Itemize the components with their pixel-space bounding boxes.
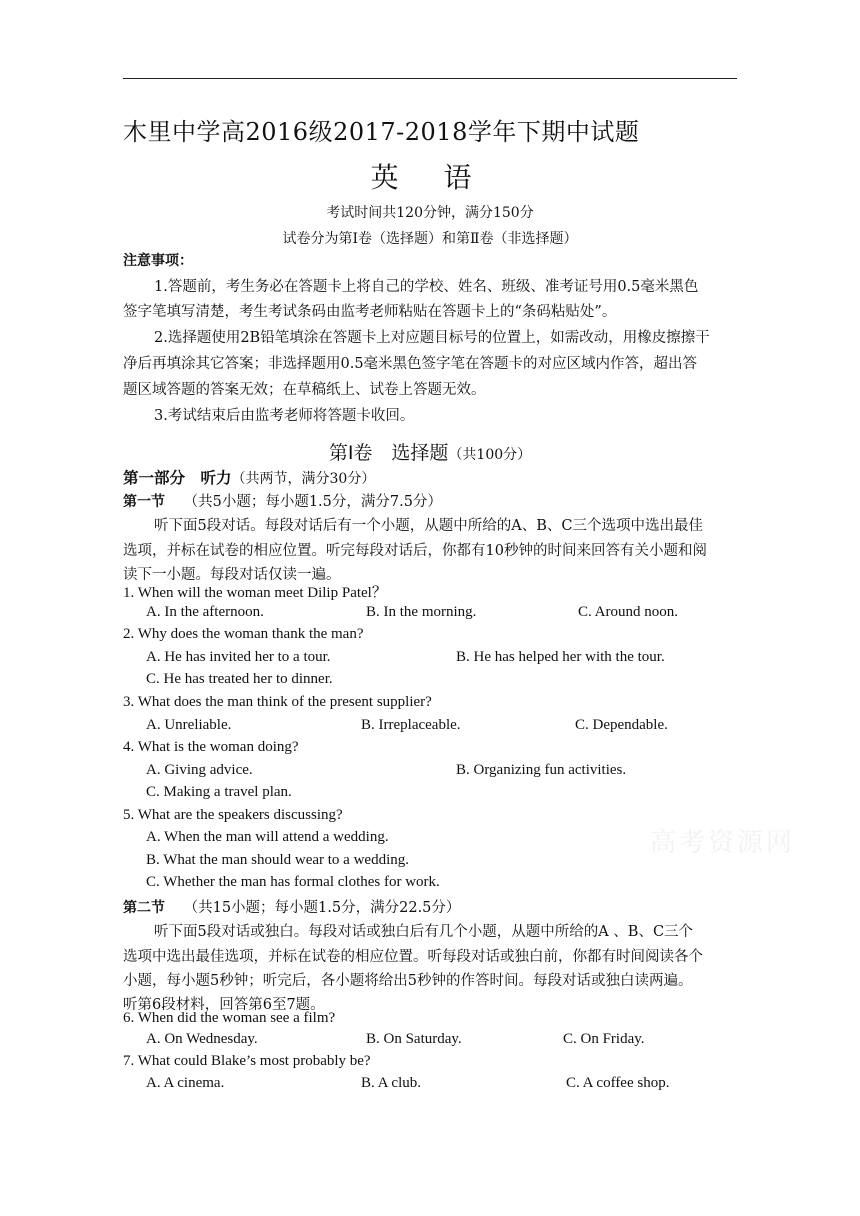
- paper-parts: 试卷分为第Ⅰ卷（选择题）和第Ⅱ卷（非选择题）: [282, 231, 578, 247]
- note-1-line-2: 签字笔填写清楚，考生考试条码由监考老师粘贴在答题卡上的“条码粘贴处”。: [123, 304, 617, 320]
- volume-1-score: （共100分）: [448, 447, 532, 463]
- q5-option-c: C. Whether the man has formal clothes for work.: [146, 874, 440, 890]
- section-1-instr-1: 听下面5段对话。每段对话后有一个小题，从题中所给的A、B、C三个选项中选出最佳: [154, 518, 703, 534]
- q1-option-a: A. In the afternoon.: [146, 604, 264, 620]
- section-1-title: 第一节: [123, 494, 165, 510]
- q3-option-b: B. Irreplaceable.: [361, 717, 461, 733]
- question-7: 7. What could Blake’s most probably be?: [123, 1053, 371, 1069]
- q5-option-a: A. When the man will attend a wedding.: [146, 829, 389, 845]
- exam-title: 木里中学高2016级2017-2018学年下期中试题: [123, 118, 640, 146]
- q4-option-c: C. Making a travel plan.: [146, 784, 292, 800]
- q2-option-b: B. He has helped her with the tour.: [456, 649, 665, 665]
- q3-option-a: A. Unreliable.: [146, 717, 232, 733]
- q5-option-b: B. What the man should wear to a wedding.: [146, 852, 409, 868]
- note-2-line-1: 2.选择题使用2B铅笔填涂在答题卡上对应题目标号的位置上，如需改动，用橡皮擦擦干: [154, 330, 710, 346]
- section-2-title: 第二节: [123, 900, 165, 916]
- question-4: 4. What is the woman doing?: [123, 739, 299, 755]
- q6-option-b: B. On Saturday.: [366, 1031, 462, 1047]
- section-2-heading: [123, 896, 460, 917]
- q1-option-b: B. In the morning.: [366, 604, 477, 620]
- question-1: 1. When will the woman meet Dilip Patel？: [123, 585, 387, 601]
- section-2-instr-2: 选项中选出最佳选项，并标在试卷的相应位置。听每段对话或独白前，你都有时间阅读各个: [123, 949, 703, 965]
- subject-title: 英 语: [370, 161, 490, 194]
- note-1-line-1: 1.答题前，考生务必在答题卡上将自己的学校、姓名、班级、准考证号用0.5毫米黑色: [154, 279, 699, 295]
- q7-option-a: A. A cinema.: [146, 1075, 225, 1091]
- q3-option-c: C. Dependable.: [575, 717, 668, 733]
- watermark: 高考资源网: [650, 828, 796, 858]
- note-3: 3.考试结束后由监考老师将答题卡收回。: [154, 408, 415, 424]
- volume-1-label: 第Ⅰ卷 选择题: [328, 442, 449, 464]
- question-3: 3. What does the man think of the present supplier?: [123, 694, 432, 710]
- section-2-info: （共15小题；每小题1.5分，满分22.5分）: [183, 900, 461, 916]
- section-2-instr-1: 听下面5段对话或独白。每段对话或独白后有几个小题，从题中所给的A 、B、C三个: [154, 924, 694, 940]
- q6-option-c: C. On Friday.: [563, 1031, 645, 1047]
- exam-time: 考试时间共120分钟，满分150分: [326, 205, 534, 221]
- note-2-line-3: 题区域答题的答案无效；在草稿纸上、试卷上答题无效。: [123, 382, 486, 398]
- section-1-info: （共5小题；每小题1.5分，满分7.5分）: [183, 494, 442, 510]
- note-2-line-2: 净后再填涂其它答案；非选择题用0.5毫米黑色签字笔在答题卡的对应区域内作答，超出答: [123, 356, 698, 372]
- section-2-instr-4: 听第6段材料，回答第6至7题。: [123, 997, 325, 1013]
- q7-option-b: B. A club.: [361, 1075, 422, 1091]
- section-1-heading: [123, 490, 442, 511]
- part-1-heading: [123, 466, 375, 488]
- question-6: 6. When did the woman see a film?: [123, 1010, 336, 1026]
- part-1-info: （共两节，满分30分）: [231, 471, 376, 487]
- header-rule: [123, 78, 737, 79]
- volume-1-title: [0, 438, 860, 465]
- section-1-instr-3: 读下一小题。每段对话仅读一遍。: [123, 567, 341, 583]
- question-5: 5. What are the speakers discussing?: [123, 807, 343, 823]
- q1-option-c: C. Around noon.: [578, 604, 679, 620]
- q7-option-c: C. A coffee shop.: [566, 1075, 670, 1091]
- q6-option-a: A. On Wednesday.: [146, 1031, 258, 1047]
- q2-option-a: A. He has invited her to a tour.: [146, 649, 331, 665]
- section-1-instr-2: 选项，并标在试卷的相应位置。听完每段对话后，你都有10秒钟的时间来回答有关小题和阅: [123, 543, 707, 559]
- q4-option-b: B. Organizing fun activities.: [456, 762, 627, 778]
- notes-heading: 注意事项：: [123, 253, 193, 269]
- part-1-title: 第一部分 听力: [123, 469, 232, 487]
- q2-option-c: C. He has treated her to dinner.: [146, 671, 333, 687]
- section-2-instr-3: 小题，每小题5秒钟；听完后，各小题将给出5秒钟的作答时间。每段对话或独白读两遍。: [123, 973, 693, 989]
- q4-option-a: A. Giving advice.: [146, 762, 253, 778]
- question-2: 2. Why does the woman thank the man?: [123, 626, 364, 642]
